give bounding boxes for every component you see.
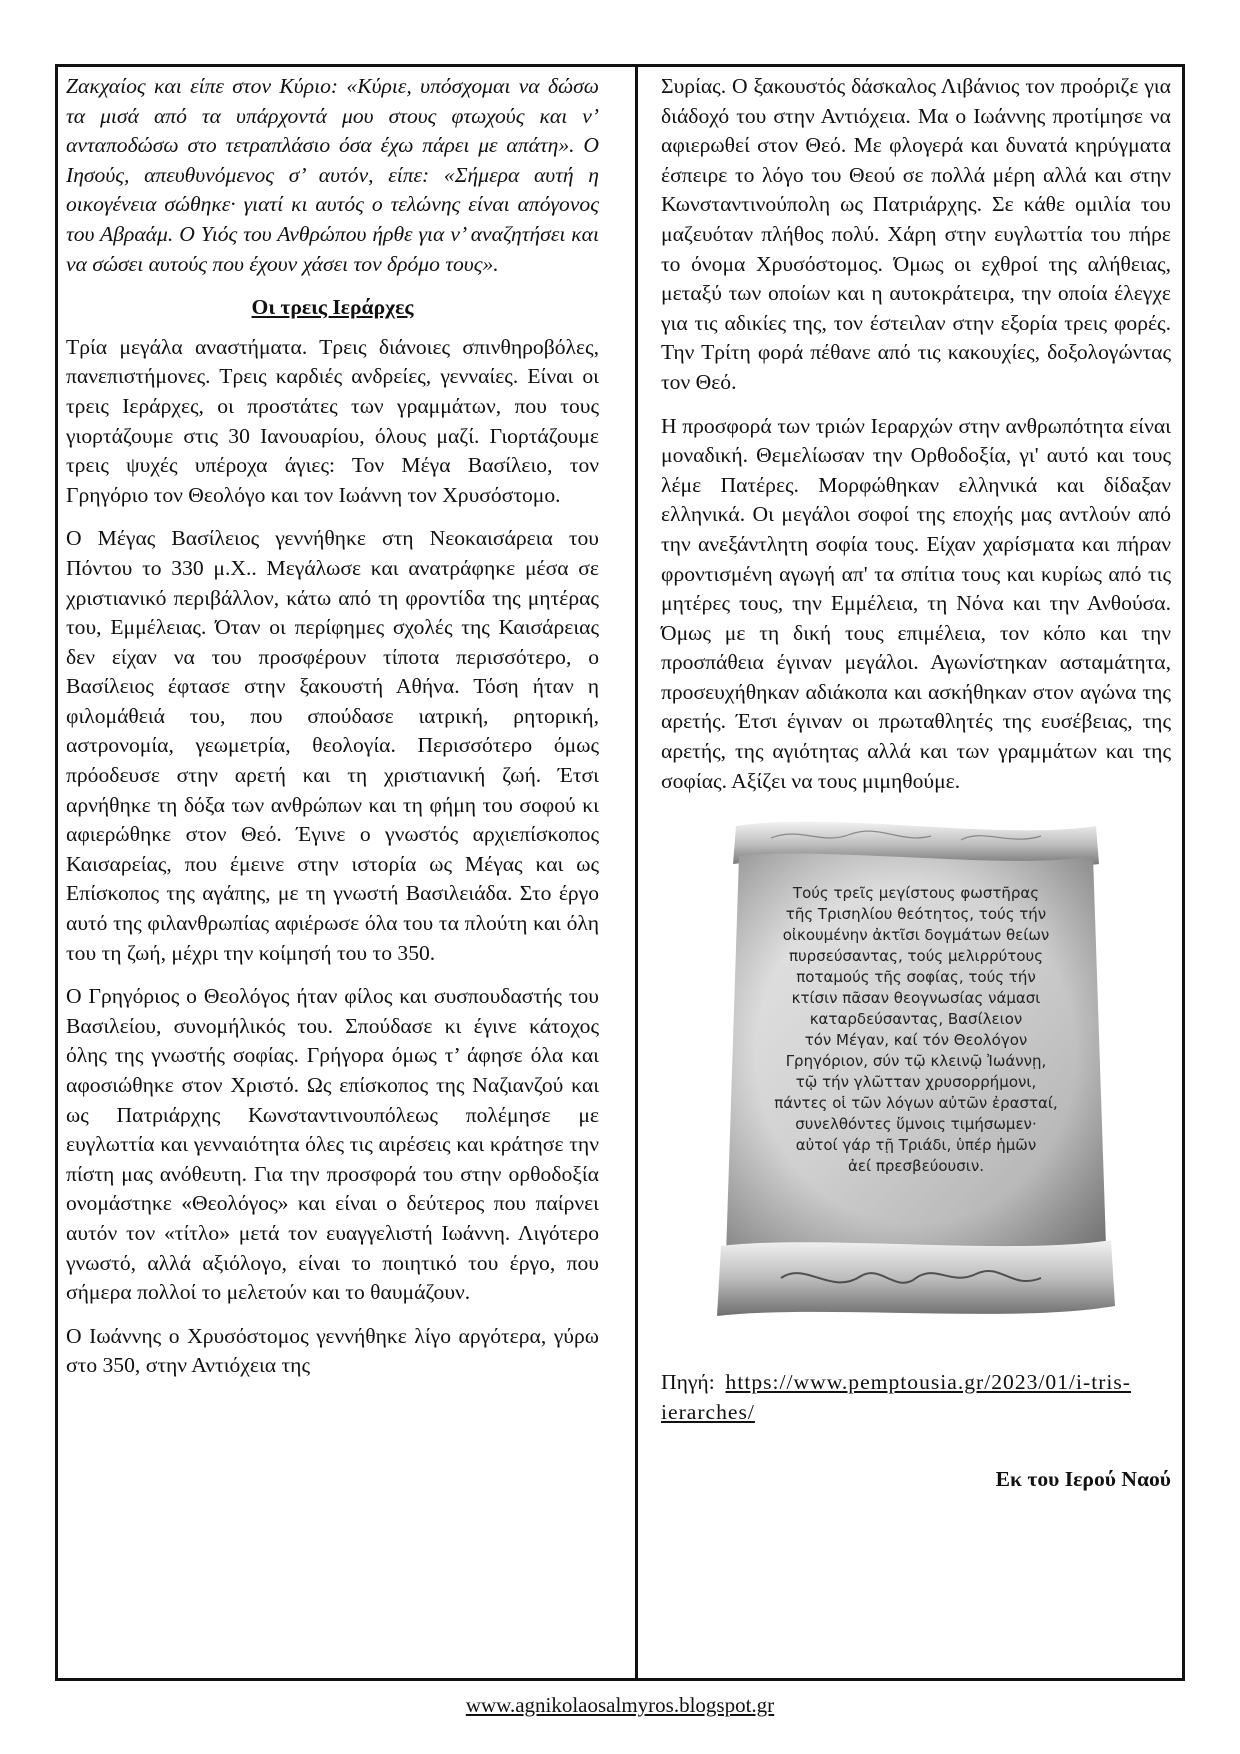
scroll-line: πάντες οἱ τῶν λόγων αὐτῶν ἐρασταί, [774, 1094, 1058, 1113]
right-column [661, 72, 1171, 1495]
paragraph-contribution: Η προσφορά των τριών Ιεραρχών στην ανθρωπότητα είναι μοναδική. Θεμελίωσαν την Ορθοδοξία, γι' αυτό και τους λέμε Πατέρες. Μορφώθηκαν ελληνικά και δίδαξαν ελληνικά. Οι μεγάλοι σοφοί της εποχής μας αντλούν από την ανεξάντλητη σοφία τους. Είχαν χαρίσματα και πήραν φροντισμένη αγωγή απ' τα σπίτια τους και κυρίως από τις μητέρες τους, την Εμμέλεια, τη Νόνα και την Ανθούσα. Όμως με τη δική τους επιμέλεια, τον κόπο και την προσπάθεια έγιναν μεγάλοι. Αγωνίστηκαν ασταμάτητα, προσευχήθηκαν αδιάκοπα και ασκήθηκαν στον αγώνα της αρετής. Έτσι έγιναν οι πρωταθλητές της ευσέβειας, της αρετής, της αγιότητας αλλά και των γραμμάτων και της σοφίας. Αξίζει να τους μιμηθούμε. [661, 413, 1171, 793]
footer [0, 1693, 1240, 1718]
intro-paragraph: Ζακχαίος και είπε στον Κύριο: «Κύριε, υπόσχομαι να δώσω τα μισά από τα υπάρχοντά μου στους φτωχούς και ν’ ανταποδώσω στο τετραπλάσιο όσα έχω πάρει με απάτη». Ο Ιησούς, απευθυνόμενος σ’ αυτόν, είπε: «Σήμερα αυτή η οικογένεια σώθηκε· γιατί κι αυτός ο τελώνης είναι απόγονος του Αβραάμ. Ο Υιός του Ανθρώπου ήρθε για ν’ αναζητήσει και να σώσει αυτούς που έχουν χάσει τον δρόμο τους». [66, 74, 599, 276]
scroll-line: αὐτοί γάρ τῇ Τριάδι, ὑπέρ ἡμῶν [795, 1136, 1037, 1155]
source-link[interactable]: https://www.pemptousia.gr/2023/01/i-tris-ierarches/ [661, 1370, 1131, 1424]
left-column [66, 72, 599, 1395]
scroll-line: πυρσεύσαντας, τούς μελιρρύτους [788, 947, 1044, 966]
section-heading: Οι τρεις Ιεράρχες [251, 295, 414, 320]
paragraph-john-start: Ο Ιωάννης ο Χρυσόστομος γεννήθηκε λίγο αργότερα, γύρω στο 350, στην Αντιόχεια της [66, 1323, 599, 1378]
scroll-image [711, 816, 1121, 1326]
scroll-line: τῆς Τρισηλίου θεότητος, τούς τήν [785, 905, 1047, 924]
scroll-line: καταρδεύσαντας, Βασίλειον [809, 1010, 1023, 1029]
scroll-line: οἰκουμένην ἀκτῖσι δογμάτων θείων [782, 926, 1050, 945]
scroll-line: Γρηγόριον, σύν τῷ κλεινῷ Ἰωάννῃ, [785, 1052, 1047, 1071]
scroll-line: τόν Μέγαν, καί τόν Θεολόγον [804, 1031, 1028, 1050]
paragraph-basil: Ο Μέγας Βασίλειος γεννήθηκε στη Νεοκαισάρεια του Πόντου το 330 μ.Χ.. Μεγάλωσε και ανατράφηκε μέσα σε χριστιανικό περιβάλλον, κάτω από τη φροντίδα της μητέρας του, Εμμέλειας. Όταν οι περίφημες σχολές της Καισάρειας δεν είχαν να του προσφέρουν τίποτα περισσότερο, ο Βασίλειος έφτασε στην ξακουστή Αθήνα. Τόση ήταν η φιλομάθειά του, που σπούδασε ιατρική, ρητορική, αστρονομία, γεωμετρία, θεολογία. Περισσότερο όμως πρόοδευσε στην αρετή και τη χριστιανική ζωή. Έτσι αρνήθηκε τη δόξα των ανθρώπων και τη φήμη του σοφού κι αφιερώθηκε στον Θεό. Έγινε ο γνωστός αρχιεπίσκοπος Καισαρείας, που έμεινε στην ιστορία ως Μέγας και ως Επίσκοπος της αγάπης, με τη γνωστή Βασιλειάδα. Στο έργο αυτό της φιλανθρωπίας αφιέρωσε όλα του τα πλούτη και όλη του τη ζωή, μέχρι την κοίμησή του το 350. [66, 526, 599, 965]
scroll-line: ποταμούς τῆς σοφίας, τούς τήν [796, 968, 1036, 987]
scroll-line: ἀεί πρεσβεύουσιν. [848, 1157, 984, 1176]
paragraph-gregory: Ο Γρηγόριος ο Θεολόγος ήταν φίλος και συσπουδαστής του Βασιλείου, συνομήλικός του. Σπούδασε κι έγινε κάτοχος όλης της γνωστής σοφίας. Γρήγορα όμως τ’ άφησε όλα και αφοσιώθηκε στον Χριστό. Ως επίσκοπος της Ναζιανζού και ως Πατριάρχης Κωνσταντινουπόλεως πολέμησε με ευγλωττία και γενναιότητα όλες τις αιρέσεις και κράτησε την πίστη μας ανόθευτη. Για την προσφορά του στην ορθοδοξία ονομάστηκε «Θεολόγος» και είναι ο δεύτερος που παίρνει αυτόν τον «τίτλο» μετά τον ευαγγελιστή Ιωάννη. Λιγότερο γνωστό, αλλά αξιόλογο, είναι το ποιητικό του έργο, που σήμερα πολλοί το μελετούν και το θαυμάζουν. [66, 984, 599, 1305]
scroll-line: συνελθόντες ὕμνοις τιμήσωμεν· [795, 1115, 1037, 1134]
signature: Εκ του Ιερού Ναού [995, 1467, 1171, 1492]
paragraph-john-continued: Συρίας. Ο ξακουστός δάσκαλος Λιβάνιος τον προόριζε για διάδοχό του στην Αντιόχεια. Μα ο Ιωάννης προτίμησε να αφιερωθεί στον Θεό. Με φλογερά και δυνατά κηρύγματα έσπειρε το λόγο του Θεού σε πολλά μέρη αλλά και στην Κωνσταντινούπολη ως Πατριάρχης. Σε κάθε ομιλία του μαζευόταν πλήθος πολύ. Χάρη στην ευγλωττία του πήρε το όνομα Χρυσόστομος. Όμως οι εχθροί της αλήθειας, μεταξύ των οποίων και η αυτοκράτειρα, την οποία έλεγχε για τις αδικίες της, τον έστειλαν στην εξορία τρεις φορές. Την Τρίτη φορά πέθανε από τις κακουχίες, δοξολογώντας τον Θεό. [661, 74, 1171, 394]
source-label: Πηγή: [661, 1370, 715, 1395]
scroll-line: Τούς τρεῖς μεγίστους φωστῆρας [792, 884, 1040, 903]
scroll-line: κτίσιν πᾶσαν θεογνωσίας νάμασι [791, 989, 1041, 1008]
paragraph-three-hierarchs: Τρία μεγάλα αναστήματα. Τρεις διάνοιες σπινθηροβόλες, πανεπιστήμονες. Τρεις καρδιές ανδρείες, γενναίες. Είναι οι τρεις Ιεράρχες, οι προστάτες των γραμμάτων, που τους γιορτάζουμε στις 30 Ιανουαρίου, όλους μαζί. Γιορτάζουμε τρεις ψυχές υπέροχα άγιες: Τον Μέγα Βασίλειο, τον Γρηγόριο τον Θεολόγο και τον Ιωάννη τον Χρυσόστομο. [66, 334, 599, 507]
column-divider [635, 64, 638, 1681]
source-line [661, 1368, 1171, 1427]
footer-site-link[interactable]: www.agnikolaosalmyros.blogspot.gr [465, 1693, 775, 1717]
scroll-line: τῷ τήν γλῶτταν χρυσορρήμονι, [795, 1073, 1037, 1092]
